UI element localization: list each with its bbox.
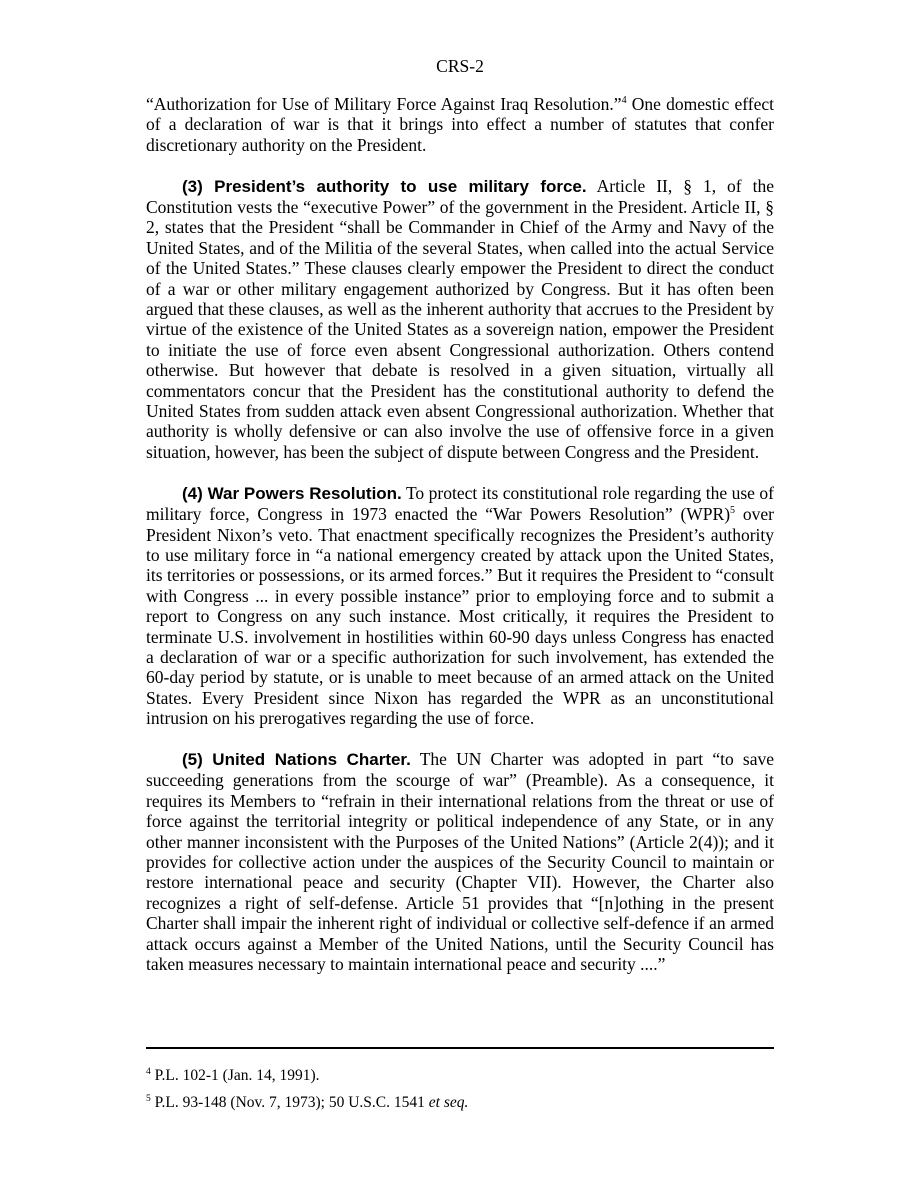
section-heading-war-powers-resolution: (4) War Powers Resolution. [182, 483, 402, 503]
footnote-ref-5[interactable]: 5 [730, 505, 736, 517]
paragraph-war-powers-resolution [146, 483, 774, 729]
paragraph-text: Article II, § 1, of the Constitution vests the “executive Power” of the government in the President. Article II, § 2, states that the President “shall be Commander in Chief of the Army and Navy of the United States, and of the Militia of the several States, when called into the actual Service of the United States.” These clauses clearly empower the President to direct the conduct of a war or other military engagement authorized by Congress. But it has often been argued that these clauses, as well as the inherent authority that accrues to the President by virtue of the existence of the United States as a sovereign nation, empower the President to initiate the use of force even absent Congressional authorization. Others contend otherwise. But however that debate is resolved in a given situation, virtually all commentators concur that the President has the constitutional authority to defend the United States from sudden attack even absent Congressional authorization. Whether that authority is wholly defensive or can also involve the use of offensive force in a given situation, however, has been the subject of dispute between Congress and the President. [146, 175, 774, 462]
footnote-number: 5 [146, 1093, 151, 1104]
footnote-text: P.L. 93-148 (Nov. 7, 1973); 50 U.S.C. 1541 [154, 1094, 429, 1111]
footnote-text: P.L. 102-1 (Jan. 14, 1991). [154, 1067, 320, 1084]
paragraph-text: “Authorization for Use of Military Force Against Iraq Resolution.” [146, 94, 622, 114]
footnotes-section [146, 1066, 774, 1120]
footnote-italic-text: et seq. [428, 1094, 469, 1111]
footnote-number: 4 [146, 1066, 151, 1077]
paragraph-un-charter [146, 749, 774, 974]
paragraph-text: The UN Charter was adopted in part “to save succeeding generations from the scourge of war” (Preamble). As a consequence, it requires its Members to “refrain in their international relations from the threat or use of force against the territorial integrity or political independence of any State, or in any other manner inconsistent with the Purposes of the United Nations” (Article 2(4)); and it provides for collective action under the auspices of the Security Council to maintain or restore international peace and security (Chapter VII). However, the Charter also recognizes a right of self-defense. Article 51 provides that “[n]othing in the present Charter shall impair the inherent right of individual or collective self-defence if an armed attack occurs against a Member of the United Nations, until the Security Council has taken measures necessary to maintain international peace and security ....” [146, 748, 775, 975]
footnote-5 [146, 1093, 774, 1113]
paragraph-text: One domestic effect of a declaration of war is that it brings into effect a number of statutes that confer discretionary authority on the President. [146, 94, 774, 155]
section-heading-presidents-authority: (3) President’s authority to use military force. [182, 176, 587, 196]
footnote-4 [146, 1066, 774, 1086]
paragraph-text: over President Nixon’s veto. That enactment specifically recognizes the President’s authority to use military force in “a national emergency created by attack upon the United States, its territories or possessions, or its armed forces.” But it requires the President to “consult with Congress ... in every possible instance” prior to employing force and to submit a report to Congress on any such instance. Most critically, it requires the President to terminate U.S. involvement in hostilities within 60-90 days unless Congress has enacted a declaration of war or a specific authorization for such involvement, has extended the 60-day period by statute, or is unable to meet because of an armed attack on the United States. Every President since Nixon has regarded the WPR as an unconstitutional intrusion on his prerogatives regarding the use of force. [146, 504, 774, 729]
footnote-divider [146, 1047, 774, 1049]
paragraph-iraq-resolution [146, 94, 774, 155]
paragraph-presidents-authority [146, 176, 774, 463]
page-number-header: CRS-2 [436, 56, 484, 76]
paragraph-text: To protect its constitutional role regarding the use of military force, Congress in 1973 enacted the “War Powers Resolution” (WPR) [146, 482, 774, 525]
document-body [146, 94, 774, 995]
section-heading-un-charter: (5) United Nations Charter. [182, 749, 411, 769]
footnote-ref-4[interactable]: 4 [621, 95, 627, 107]
